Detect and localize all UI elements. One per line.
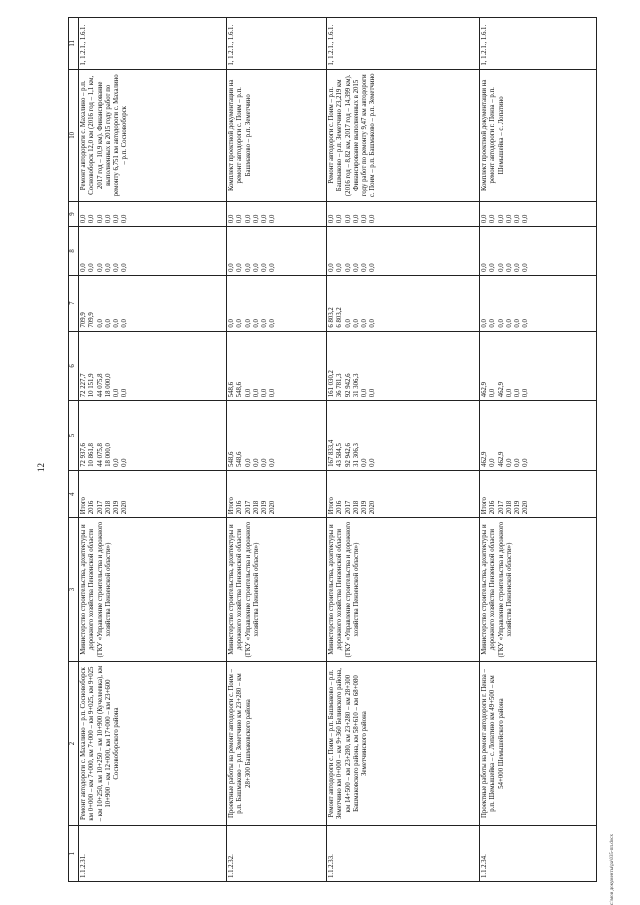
federal-budget-value: 709,9: [88, 312, 96, 328]
year-list-value: 2020: [522, 500, 530, 515]
municipal-budget-value: 0,0: [252, 263, 260, 272]
year-list-value: Итого: [228, 497, 235, 515]
year-list-value: 2020: [269, 500, 277, 515]
row-number: 1.1.2.32.: [227, 826, 327, 882]
regional-budget-value: 0,0: [489, 388, 497, 398]
regional-budget-value: 18 000,0: [104, 373, 112, 398]
other-sources-value: 0,0: [369, 214, 377, 224]
column-number-row: [69, 18, 79, 882]
executor: Министерство строительства, архитектуры и дорожного хозяйства Пензенской области (ГКУ «Управление строительства и дорожного хозяйства Пензенской области»): [227, 518, 327, 662]
municipal-budget-value: 0,0: [80, 263, 87, 272]
regional-budget-value: 0,0: [269, 388, 277, 398]
expected-result: Комплект проектной документации на ремонт автодороги с. Поим – р.п. Башмаково – р.п. Земетчино: [227, 69, 327, 201]
total-funding-value: 31 306,3: [352, 443, 360, 467]
municipal-budget-value: 0,0: [104, 263, 112, 272]
year-list-value: 2020: [369, 500, 377, 515]
indicator-ref: 1, 1.2.1., 1.6.1.: [480, 18, 597, 70]
total-funding: [480, 401, 597, 471]
total-funding-value: 462,9: [497, 451, 505, 467]
col-header: 8: [69, 227, 79, 276]
col-header: 4: [69, 470, 79, 517]
regional-budget-value: 462,9: [481, 381, 488, 398]
federal-budget-value: 0,0: [236, 319, 244, 328]
federal-budget-value: 0,0: [505, 319, 513, 328]
table-row: [79, 18, 227, 882]
regional-budget-value: 462,9: [497, 381, 505, 398]
year-list-value: 2020: [121, 500, 129, 515]
indicator-ref: 1, 1.2.1., 1.6.1.: [227, 18, 327, 70]
federal-budget-value: 0,0: [497, 319, 505, 328]
year-list-value: Итого: [80, 497, 87, 515]
program-table: [68, 17, 597, 882]
year-list: [79, 470, 227, 517]
municipal-budget-value: 0,0: [96, 263, 104, 272]
col-header: 5: [69, 401, 79, 471]
object-name: Ремонт автодороги с. Махалино – р.п. Сосновоборск км 0+000 – км 7+000, км 7+000 – км 9+025, км 9+025 – км 10+250, км 10+250 – км 10+900 (Кучелеевка), км 10+900 – км 12+000, км 17+000 – км 23+600 Сосновоборского района: [79, 661, 227, 825]
regional-budget-value: 0,0: [514, 388, 522, 398]
row-number: 1.1.2.31.: [79, 826, 227, 882]
other-sources-value: 0,0: [88, 214, 96, 224]
municipal-budget-value: 0,0: [369, 263, 377, 272]
other-sources-value: 0,0: [244, 214, 252, 224]
file-path-footer: c:\мои документы\ра\035-пп.docx: [610, 833, 615, 905]
total-funding-value: 0,0: [252, 458, 260, 467]
other-sources: [227, 202, 327, 227]
municipal-budget-value: 0,0: [522, 263, 530, 272]
regional-budget-value: 0,0: [113, 388, 121, 398]
executor: Министерство строительства, архитектуры и дорожного хозяйства Пензенской области (ГКУ «Управление строительства и дорожного хозяйства Пензенской области»): [327, 518, 480, 662]
year-list-value: 2018: [505, 500, 513, 515]
regional-budget-value: 0,0: [522, 388, 530, 398]
year-list: [227, 470, 327, 517]
col-header: 3: [69, 518, 79, 662]
year-list-value: 2018: [104, 500, 112, 515]
other-sources-value: 0,0: [96, 214, 104, 224]
executor: Министерство строительства, архитектуры и дорожного хозяйства Пензенской области (ГКУ «Управление строительства и дорожного хозяйства Пензенской области»): [480, 518, 597, 662]
other-sources: [327, 202, 480, 227]
year-list-value: 2017: [344, 500, 352, 515]
municipal-budget-value: 0,0: [352, 263, 360, 272]
regional-budget-value: 72 227,7: [80, 373, 87, 398]
federal-budget: [79, 275, 227, 331]
col-header: 2: [69, 661, 79, 825]
object-name: Проектные работы на ремонт автодороги с. Поим – р.п. Башмаково – р.п. Земетчино км 23+280 – км 28+300 Башмаковского района: [227, 661, 327, 825]
total-funding-value: 18 000,0: [104, 443, 112, 467]
regional-budget-value: 548,6: [228, 381, 235, 398]
year-list-value: 2017: [244, 500, 252, 515]
expected-result: Ремонт автодороги с. Махалино – р.п. Сосновоборск 12,0 км (2016 год – 1,1 км, 2017 год – 10,9 км). Финансирование выполненных в 2015 году работ по ремонту 6,751 км автодороги с. Махалино – р.п. Сосновоборск: [79, 69, 227, 201]
year-list-value: 2018: [252, 500, 260, 515]
federal-budget-value: 6 803,2: [328, 307, 335, 328]
row-number: 1.1.2.34.: [480, 826, 597, 882]
federal-budget-value: 0,0: [228, 319, 235, 328]
total-funding-value: 462,9: [481, 451, 488, 467]
regional-budget-value: 10 151,9: [88, 373, 96, 398]
total-funding: [327, 401, 480, 471]
federal-budget-value: 0,0: [514, 319, 522, 328]
col-header: 6: [69, 331, 79, 401]
federal-budget-value: 0,0: [361, 319, 369, 328]
year-list-value: 2016: [336, 500, 344, 515]
indicator-ref: 1, 1.2.1., 1.6.1.: [327, 18, 480, 70]
total-funding-value: 0,0: [113, 458, 121, 467]
year-list: [480, 470, 597, 517]
federal-budget-value: 0,0: [344, 319, 352, 328]
municipal-budget-value: 0,0: [344, 263, 352, 272]
other-sources-value: 0,0: [522, 214, 530, 224]
other-sources-value: 0,0: [505, 214, 513, 224]
municipal-budget-value: 0,0: [481, 263, 488, 272]
other-sources-value: 0,0: [344, 214, 352, 224]
regional-budget-value: 0,0: [369, 388, 377, 398]
total-funding-value: 0,0: [514, 458, 522, 467]
municipal-budget-value: 0,0: [361, 263, 369, 272]
federal-budget-value: 0,0: [489, 319, 497, 328]
regional-budget-value: 36 781,3: [336, 373, 344, 398]
federal-budget-value: 0,0: [261, 319, 269, 328]
municipal-budget: [79, 227, 227, 276]
federal-budget: [227, 275, 327, 331]
regional-budget-value: 548,6: [236, 381, 244, 398]
total-funding-value: 0,0: [489, 458, 497, 467]
object-name: Ремонт автодороги с. Поим – р.п. Башмаково – р.п. Земетчино км 0+000 – км 9+360 Белинского района, км 14+500 – км 23+280, км 23+280 – км 28+300 Башмаковского района, км 58+610 – км 68+080 Земетчинского района: [327, 661, 480, 825]
municipal-budget-value: 0,0: [497, 263, 505, 272]
total-funding-value: 44 075,8: [96, 443, 104, 467]
federal-budget-value: 0,0: [252, 319, 260, 328]
table-row: [227, 18, 327, 882]
municipal-budget-value: 0,0: [328, 263, 335, 272]
year-list-value: 2019: [261, 500, 269, 515]
municipal-budget: [227, 227, 327, 276]
expected-result: Комплект проектной документации на ремонт автодороги г. Пенза – р.п. Шемышейка – с. Лопатино: [480, 69, 597, 201]
year-list-value: 2018: [352, 500, 360, 515]
other-sources-value: 0,0: [113, 214, 121, 224]
other-sources-value: 0,0: [228, 214, 235, 224]
total-funding-value: 0,0: [361, 458, 369, 467]
regional-budget-value: 92 942,6: [344, 373, 352, 398]
regional-budget-value: 0,0: [252, 388, 260, 398]
col-header: 11: [69, 18, 79, 70]
other-sources-value: 0,0: [336, 214, 344, 224]
municipal-budget-value: 0,0: [269, 263, 277, 272]
regional-budget-value: 0,0: [361, 388, 369, 398]
total-funding: [227, 401, 327, 471]
year-list-value: 2016: [236, 500, 244, 515]
federal-budget-value: 0,0: [244, 319, 252, 328]
municipal-budget-value: 0,0: [121, 263, 129, 272]
federal-budget-value: 0,0: [481, 319, 488, 328]
other-sources-value: 0,0: [489, 214, 497, 224]
regional-budget-value: 0,0: [505, 388, 513, 398]
total-funding-value: 0,0: [121, 458, 129, 467]
other-sources-value: 0,0: [121, 214, 129, 224]
municipal-budget-value: 0,0: [244, 263, 252, 272]
other-sources: [79, 202, 227, 227]
other-sources-value: 0,0: [252, 214, 260, 224]
federal-budget-value: 0,0: [121, 319, 129, 328]
total-funding-value: 92 942,6: [344, 443, 352, 467]
year-list-value: 2016: [489, 500, 497, 515]
federal-budget: [327, 275, 480, 331]
municipal-budget-value: 0,0: [336, 263, 344, 272]
year-list-value: 2019: [514, 500, 522, 515]
federal-budget-value: 0,0: [352, 319, 360, 328]
other-sources-value: 0,0: [236, 214, 244, 224]
federal-budget-value: 0,0: [269, 319, 277, 328]
col-header: 1: [69, 826, 79, 882]
municipal-budget-value: 0,0: [505, 263, 513, 272]
total-funding: [79, 401, 227, 471]
other-sources: [480, 202, 597, 227]
other-sources-value: 0,0: [104, 214, 112, 224]
total-funding-value: 0,0: [522, 458, 530, 467]
regional-budget-value: 44 075,8: [96, 373, 104, 398]
year-list-value: Итого: [481, 497, 488, 515]
year-list-value: 2019: [113, 500, 121, 515]
object-name: Проектные работы на ремонт автодороги г. Пенза – р.п. Шемышейка – с. Лопатино км 49+500 – км 54+000 Шемышейского района: [480, 661, 597, 825]
regional-budget: [327, 331, 480, 401]
year-list-value: 2017: [497, 500, 505, 515]
year-list: [327, 470, 480, 517]
other-sources-value: 0,0: [80, 214, 87, 224]
year-list-value: 2017: [96, 500, 104, 515]
federal-budget-value: 0,0: [369, 319, 377, 328]
other-sources-value: 0,0: [514, 214, 522, 224]
expected-result: Ремонт автодороги с. Поим – р.п. Башмаково – р.п. Земетчино 23,219 км (2016 год – 8,82 км, 2017 год – 14,399 км). Финансирование выполненных в 2015 году работ по ремонту 9,47 км автодороги с. Поим – р.п. Башмаково – р.п. Земетчино: [327, 69, 480, 201]
table-row: [480, 18, 597, 882]
total-funding-value: 72 937,6: [80, 443, 87, 467]
other-sources-value: 0,0: [269, 214, 277, 224]
total-funding-value: 43 584,5: [336, 443, 344, 467]
total-funding-value: 167 833,4: [328, 439, 335, 467]
regional-budget-value: 0,0: [121, 388, 129, 398]
total-funding-value: 0,0: [261, 458, 269, 467]
federal-budget: [480, 275, 597, 331]
municipal-budget: [327, 227, 480, 276]
other-sources-value: 0,0: [328, 214, 335, 224]
row-number: 1.1.2.33.: [327, 826, 480, 882]
indicator-ref: 1, 1.2.1., 1.6.1.: [79, 18, 227, 70]
federal-budget-value: 0,0: [522, 319, 530, 328]
municipal-budget: [480, 227, 597, 276]
total-funding-value: 548,6: [228, 451, 235, 467]
executor: Министерство строительства, архитектуры и дорожного хозяйства Пензенской области (ГКУ «Управление строительства и дорожного хозяйства Пензенской области»): [79, 518, 227, 662]
table-row: [327, 18, 480, 882]
total-funding-value: 0,0: [369, 458, 377, 467]
regional-budget-value: 0,0: [261, 388, 269, 398]
year-list-value: Итого: [328, 497, 335, 515]
municipal-budget-value: 0,0: [261, 263, 269, 272]
total-funding-value: 0,0: [505, 458, 513, 467]
other-sources-value: 0,0: [497, 214, 505, 224]
total-funding-value: 0,0: [269, 458, 277, 467]
year-list-value: 2016: [88, 500, 96, 515]
regional-budget-value: 0,0: [244, 388, 252, 398]
municipal-budget-value: 0,0: [514, 263, 522, 272]
page-number: 12: [36, 463, 46, 472]
other-sources-value: 0,0: [352, 214, 360, 224]
municipal-budget-value: 0,0: [228, 263, 235, 272]
other-sources-value: 0,0: [481, 214, 488, 224]
other-sources-value: 0,0: [361, 214, 369, 224]
municipal-budget-value: 0,0: [113, 263, 121, 272]
total-funding-value: 548,6: [236, 451, 244, 467]
federal-budget-value: 6 803,2: [336, 307, 344, 328]
federal-budget-value: 0,0: [113, 319, 121, 328]
rotated-table-container: [68, 17, 621, 882]
year-list-value: 2019: [361, 500, 369, 515]
col-header: 9: [69, 202, 79, 227]
federal-budget-value: 0,0: [104, 319, 112, 328]
municipal-budget-value: 0,0: [236, 263, 244, 272]
total-funding-value: 10 861,8: [88, 443, 96, 467]
col-header: 10: [69, 69, 79, 201]
regional-budget-value: 161 030,2: [328, 370, 335, 398]
other-sources-value: 0,0: [261, 214, 269, 224]
regional-budget: [480, 331, 597, 401]
regional-budget: [79, 331, 227, 401]
regional-budget: [227, 331, 327, 401]
municipal-budget-value: 0,0: [88, 263, 96, 272]
col-header: 7: [69, 275, 79, 331]
regional-budget-value: 31 306,3: [352, 373, 360, 398]
federal-budget-value: 709,9: [80, 312, 87, 328]
federal-budget-value: 0,0: [96, 319, 104, 328]
municipal-budget-value: 0,0: [489, 263, 497, 272]
total-funding-value: 0,0: [244, 458, 252, 467]
